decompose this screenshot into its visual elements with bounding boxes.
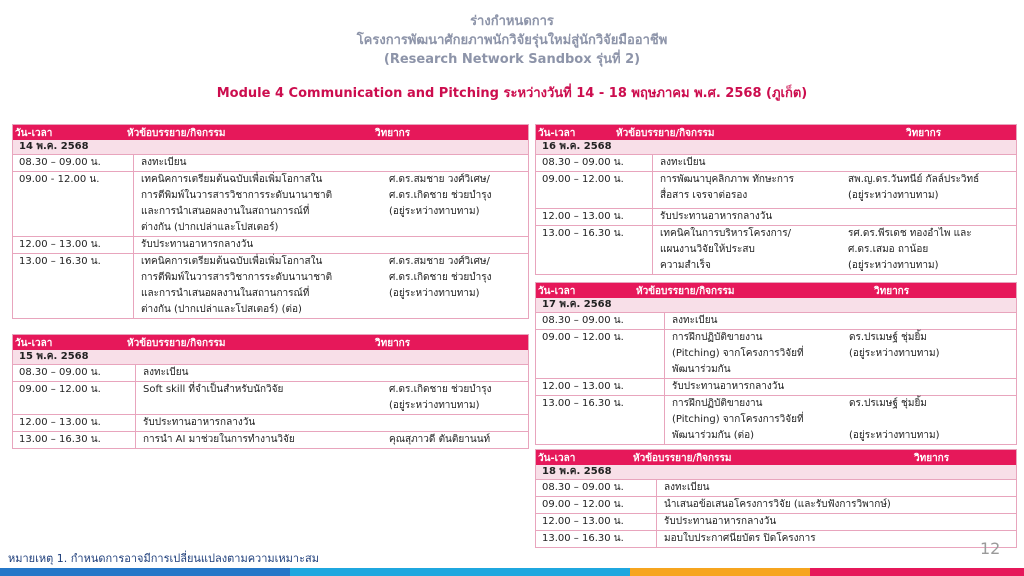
column-divider [656, 514, 657, 530]
column-divider [656, 497, 657, 513]
cell-topic: รับประทานอาหารกลางวัน [664, 516, 777, 527]
cell-time: 12.00 – 13.00 น. [542, 381, 624, 392]
cell-topic: การฝึกปฏิบัติขายงาน (Pitching) จากโครงการวิจัยที่ พัฒนาร่วมกัน (ต่อ) [672, 398, 804, 441]
cell-time: 13.00 – 16.30 น. [19, 256, 101, 267]
cell-time: 09.00 – 12.00 น. [19, 384, 101, 395]
cell-time: 08.30 – 09.00 น. [542, 482, 624, 493]
column-header-time: วัน-เวลา [538, 128, 576, 139]
column-divider [652, 155, 653, 171]
cell-topic: เทคนิคการเตรียมต้นฉบับเพื่อเพิ่มโอกาสใน การตีพิมพ์ในวารสารวิชาการระดับนานาชาติ และการนำเสนอผลงานในสถานการณ์ที่ ต่างกัน (ปากเปล่าและโปสเตอร์) (ต่อ) [141, 256, 333, 315]
table-row [13, 382, 528, 415]
cell-topic: ลงทะเบียน [143, 367, 189, 378]
column-divider [135, 382, 136, 414]
table-row [536, 313, 1016, 330]
project-subtitle: (Research Network Sandbox รุ่นที่ 2) [383, 52, 641, 67]
column-header-time: วัน-เวลา [538, 286, 576, 297]
table-row [536, 531, 1016, 547]
table-row [536, 209, 1016, 226]
cell-time: 13.00 – 16.30 น. [542, 228, 624, 239]
cell-speaker: ศ.ดร.เกิดชาย ช่วยบำรุง (อยู่ระหว่างทาบทาม) [389, 384, 492, 411]
column-divider [135, 432, 136, 448]
cell-topic: ลงทะเบียน [660, 157, 706, 168]
project-title: โครงการพัฒนาศักยภาพนักวิจัยรุ่นใหม่สู่นักวิจัยมืออาชีพ [356, 33, 668, 48]
cell-speaker: คุณสุภาวดี ตันติยานนท์ [389, 434, 491, 445]
cell-speaker: สพ.ญ.ดร.วันทนีย์ กัลล์ประวิทธ์ (อยู่ระหว่างทาบทาม) [848, 174, 980, 201]
table-row [13, 237, 528, 254]
cell-time: 09.00 – 12.00 น. [542, 174, 624, 185]
table-header [536, 125, 1016, 140]
cell-topic: รับประทานอาหารกลางวัน [660, 211, 773, 222]
cell-time: 13.00 – 16.30 น. [542, 533, 624, 544]
table-row [13, 365, 528, 382]
column-header-time: วัน-เวลา [15, 128, 53, 139]
footer-bar-orange [630, 568, 810, 576]
column-divider [664, 396, 665, 444]
cell-topic: ลงทะเบียน [672, 315, 718, 326]
date-row: 15 พ.ค. 2568 [13, 350, 528, 365]
cell-time: 09.00 – 12.00 น. [542, 499, 624, 510]
table-header [536, 450, 1016, 465]
cell-topic: Soft skill ที่จำเป็นสำหรับนักวิจัย [143, 384, 284, 395]
date-row: 17 พ.ค. 2568 [536, 298, 1016, 313]
schedule-table-day-1 [12, 124, 529, 319]
cell-topic: การฝึกปฏิบัติขายงาน (Pitching) จากโครงการวิจัยที่ พัฒนาร่วมกัน [672, 332, 804, 375]
cell-time: 12.00 – 13.00 น. [542, 211, 624, 222]
column-divider [133, 254, 134, 318]
column-divider [135, 415, 136, 431]
column-divider [656, 531, 657, 547]
table-row [536, 514, 1016, 531]
cell-speaker: ดร.ปรเมษฐ์ ชุ่มยิ้ม (อยู่ระหว่างทาบทาม) [849, 332, 940, 359]
column-divider [652, 172, 653, 208]
column-divider [133, 155, 134, 171]
schedule-table-day-5 [535, 449, 1017, 548]
table-row [536, 172, 1016, 209]
column-divider [656, 480, 657, 496]
column-header-time: วัน-เวลา [15, 338, 53, 349]
cell-time: 08.30 – 09.00 น. [542, 157, 624, 168]
column-header-topic: หัวข้อบรรยาย/กิจกรรม [127, 128, 226, 139]
schedule-table-day-3 [535, 124, 1017, 275]
cell-topic: รับประทานอาหารกลางวัน [141, 239, 254, 250]
cell-topic: มอบใบประกาศนียบัตร ปิดโครงการ [664, 533, 816, 544]
column-header-topic: หัวข้อบรรยาย/กิจกรรม [636, 286, 735, 297]
table-row [536, 497, 1016, 514]
cell-topic: รับประทานอาหารกลางวัน [143, 417, 256, 428]
cell-time: 09.00 - 12.00 น. [19, 174, 100, 185]
footer-bar-blue [0, 568, 290, 576]
column-header-speaker: วิทยากร [914, 453, 950, 464]
table-header [13, 335, 528, 350]
column-divider [133, 172, 134, 236]
footnote: หมายเหตุ 1. กำหนดการอาจมีการเปลี่ยนแปลงตามความเหมาะสม [8, 552, 319, 565]
table-row [536, 226, 1016, 274]
schedule-table-day-2 [12, 334, 529, 449]
column-divider [652, 226, 653, 274]
column-header-speaker: วิทยากร [906, 128, 942, 139]
cell-time: 13.00 – 16.30 น. [19, 434, 101, 445]
module-title: Module 4 Communication and Pitching ระหว่างวันที่ 14 - 18 พฤษภาคม พ.ศ. 2568 (ภูเก็ต) [216, 86, 808, 101]
date-row: 18 พ.ค. 2568 [536, 465, 1016, 480]
table-row [536, 396, 1016, 444]
cell-topic: นำเสนอข้อเสนอโครงการวิจัย (และรับฟังการวิพากษ์) [664, 499, 891, 510]
column-header-topic: หัวข้อบรรยาย/กิจกรรม [616, 128, 715, 139]
cell-topic: รับประทานอาหารกลางวัน [672, 381, 785, 392]
cell-topic: เทคนิคการเตรียมต้นฉบับเพื่อเพิ่มโอกาสใน การตีพิมพ์ในวารสารวิชาการระดับนานาชาติ และการนำเสนอผลงานในสถานการณ์ที่ ต่างกัน (ปากเปล่าและโปสเตอร์) [141, 174, 333, 233]
footer-bar-cyan [290, 568, 630, 576]
table-row [536, 155, 1016, 172]
column-header-topic: หัวข้อบรรยาย/กิจกรรม [127, 338, 226, 349]
table-row [13, 172, 528, 237]
table-header [536, 283, 1016, 298]
table-row [13, 415, 528, 432]
date-row: 16 พ.ค. 2568 [536, 140, 1016, 155]
column-header-speaker: วิทยากร [874, 286, 910, 297]
table-row [536, 330, 1016, 379]
cell-time: 09.00 – 12.00 น. [542, 332, 624, 343]
cell-time: 08.30 – 09.00 น. [542, 315, 624, 326]
cell-topic: การนำ AI มาช่วยในการทำงานวิจัย [143, 434, 295, 445]
table-row [13, 432, 528, 448]
column-divider [652, 209, 653, 225]
table-row [13, 155, 528, 172]
table-row [536, 480, 1016, 497]
schedule-table-day-4 [535, 282, 1017, 445]
footer-bar-pink [810, 568, 1024, 576]
column-divider [664, 330, 665, 378]
title-block [0, 12, 1024, 69]
column-divider [664, 379, 665, 395]
doc-title: ร่างกำหนดการ [470, 14, 554, 29]
page-number: 12 [980, 539, 1001, 558]
cell-speaker: ศ.ดร.สมชาย วงศ์วิเศษ/ ศ.ดร.เกิดชาย ช่วยบำรุง (อยู่ระหว่างทาบทาม) [389, 174, 492, 217]
cell-speaker: ดร.ปรเมษฐ์ ชุ่มยิ้ม (อยู่ระหว่างทาบทาม) [849, 398, 940, 441]
table-row [536, 379, 1016, 396]
table-header [13, 125, 528, 140]
column-header-time: วัน-เวลา [538, 453, 576, 464]
column-header-speaker: วิทยากร [375, 128, 411, 139]
table-row [13, 254, 528, 318]
cell-time: 08.30 – 09.00 น. [19, 367, 101, 378]
cell-topic: การพัฒนาบุคลิกภาพ ทักษะการ สื่อสาร เจรจาต่อรอง [660, 174, 794, 201]
date-row: 14 พ.ค. 2568 [13, 140, 528, 155]
cell-topic: เทคนิคในการบริหารโครงการ/ แผนงานวิจัยให้ประสบ ความสำเร็จ [660, 228, 792, 271]
cell-topic: ลงทะเบียน [141, 157, 187, 168]
column-divider [133, 237, 134, 253]
cell-time: 13.00 – 16.30 น. [542, 398, 624, 409]
cell-speaker: ศ.ดร.สมชาย วงศ์วิเศษ/ ศ.ดร.เกิดชาย ช่วยบำรุง (อยู่ระหว่างทาบทาม) [389, 256, 492, 299]
cell-time: 12.00 – 13.00 น. [19, 239, 101, 250]
cell-time: 12.00 – 13.00 น. [19, 417, 101, 428]
column-header-speaker: วิทยากร [375, 338, 411, 349]
column-divider [664, 313, 665, 329]
cell-time: 08.30 – 09.00 น. [19, 157, 101, 168]
cell-topic: ลงทะเบียน [664, 482, 710, 493]
cell-time: 12.00 – 13.00 น. [542, 516, 624, 527]
column-divider [135, 365, 136, 381]
cell-speaker: รศ.ดร.พีรเดช ทองอำไพ และ ศ.ดร.เสมอ ถาน้อย (อยู่ระหว่างทาบทาม) [848, 228, 972, 271]
column-header-topic: หัวข้อบรรยาย/กิจกรรม [633, 453, 732, 464]
